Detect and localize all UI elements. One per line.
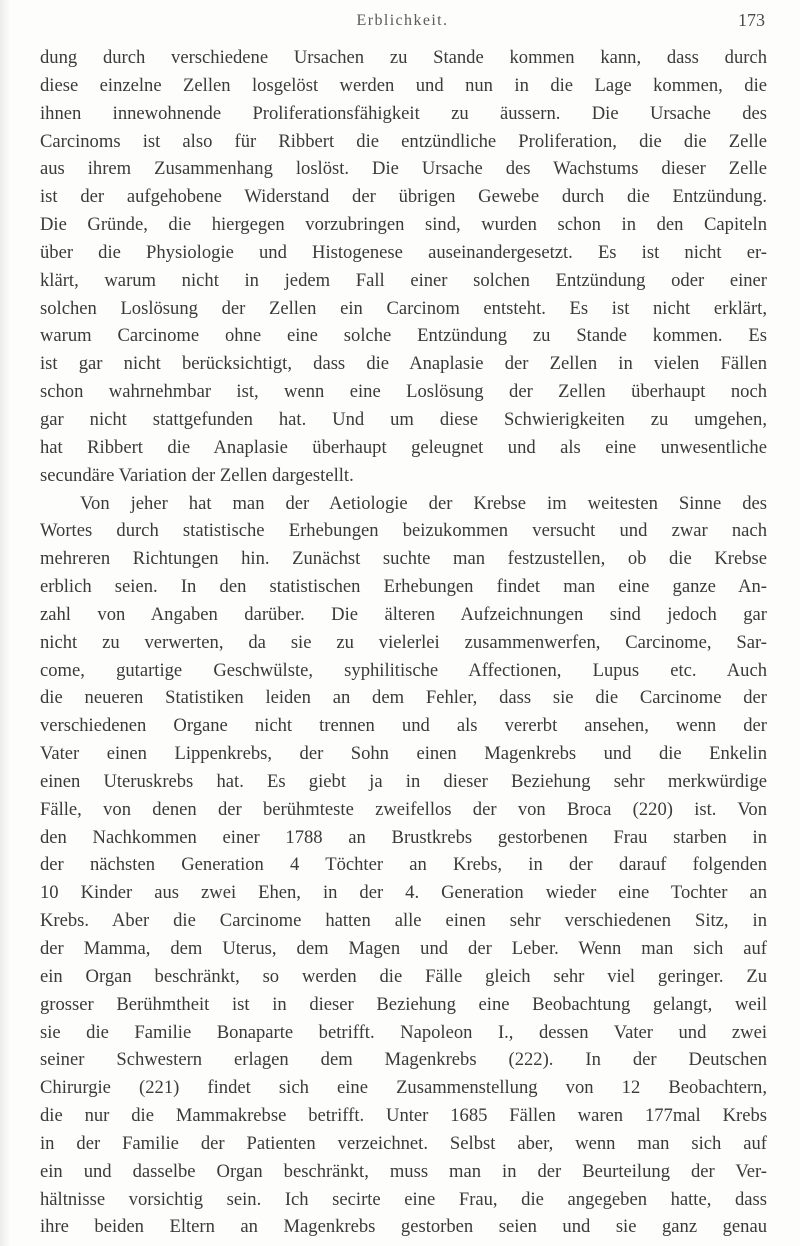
text-line: Fälle, von denen der berühmteste zweifellos der von Broca (220) ist. Von (40, 798, 767, 820)
text-line: der Mamma, dem Uterus, dem Magen und der Leber. Wenn man sich auf (40, 938, 767, 959)
text-line: diese einzelne Zellen losgelöst werden und nun in die Lage kommen, die (40, 74, 767, 96)
text-line: verschiedenen Organe nicht trennen und als vererbt ansehen, wenn der (40, 715, 767, 737)
text-line: die nur die Mammakrebse betrifft. Unter 1685 Fällen waren 177mal Krebs (40, 1105, 767, 1127)
page-header (40, 10, 765, 34)
text-line: die neueren Statistiken leiden an dem Fehler, dass sie die Carcinome der (40, 687, 767, 709)
text-line: über die Physiologie und Histogenese auseinandergesetzt. Es ist nicht er- (40, 241, 767, 263)
text-line: in der Familie der Patienten verzeichnet. Selbst aber, wenn man sich auf (40, 1132, 767, 1154)
text-line: Krebs. Aber die Carcinome hatten alle einen sehr verschiedenen Sitz, in (40, 910, 767, 932)
text-line: 10 Kinder aus zwei Ehen, in der 4. Generation wieder eine Tochter an (40, 882, 767, 904)
text-line: grosser Berühmtheit ist in dieser Beziehung eine Beobachtung gelangt, weil (40, 993, 767, 1015)
text-line: Wortes durch statistische Erhebungen beizukommen versucht und zwar nach (40, 520, 767, 542)
text-line: gar nicht stattgefunden hat. Und um diese Schwierigkeiten zu umgehen, (40, 408, 767, 430)
text-line: ihnen innewohnende Proliferationsfähigkeit zu äussern. Die Ursache des (40, 102, 767, 124)
text-line: zahl von Angaben darüber. Die älteren Aufzeichnungen sind jedoch gar (40, 603, 767, 625)
text-line: come, gutartige Geschwülste, syphilitische Affectionen, Lupus etc. Auch (40, 659, 767, 681)
text-line: warum Carcinome ohne eine solche Entzündung zu Stande kommen. Es (40, 325, 767, 347)
text-line: schon wahrnehmbar ist, wenn eine Loslösung der Zellen überhaupt noch (40, 381, 767, 403)
text-line: mehreren Richtungen hin. Zunächst suchte man festzustellen, ob die Krebse (40, 548, 767, 570)
text-line: ein Organ beschränkt, so werden die Fälle gleich sehr viel geringer. Zu (40, 965, 767, 987)
text-line: erblich seien. In den statistischen Erhebungen findet man eine ganze An- (40, 576, 767, 598)
text-line: hat Ribbert die Anaplasie überhaupt geleugnet und als eine unwesentliche (40, 436, 767, 458)
body-text (40, 44, 767, 1241)
text-line: Von jeher hat man der Aetiologie der Krebse im weitesten Sinne des (80, 492, 767, 514)
text-line: einen Uteruskrebs hat. Es giebt ja in dieser Beziehung sehr merkwürdige (40, 770, 767, 792)
text-line: der nächsten Generation 4 Töchter an Krebs, in der darauf folgenden (40, 854, 767, 876)
text-line: ihre beiden Eltern an Magenkrebs gestorben seien und sie ganz genau (40, 1216, 767, 1238)
text-line: aus ihrem Zusammenhang loslöst. Die Ursache des Wachstums dieser Zelle (40, 158, 767, 180)
text-line: Chirurgie (221) findet sich eine Zusammenstellung von 12 Beobachtern, (40, 1077, 767, 1099)
text-line: seiner Schwestern erlagen dem Magenkrebs (222). In der Deutschen (40, 1049, 767, 1071)
text-line: klärt, warum nicht in jedem Fall einer solchen Entzündung oder einer (40, 269, 767, 291)
text-line: den Nachkommen einer 1788 an Brustkrebs gestorbenen Frau starben in (40, 826, 767, 848)
text-line: sie die Familie Bonaparte betrifft. Napoleon I., dessen Vater und zwei (40, 1021, 767, 1043)
page-number: 173 (738, 10, 765, 30)
text-line: ist gar nicht berücksichtigt, dass die Anaplasie der Zellen in vielen Fällen (40, 353, 767, 375)
text-line: Carcinoms ist also für Ribbert die entzündliche Proliferation, die die Zelle (40, 130, 767, 152)
running-head: Erblichkeit. (356, 12, 449, 29)
text-line: Vater einen Lippenkrebs, der Sohn einen Magenkrebs und die Enkelin (40, 743, 767, 765)
text-line: secundäre Variation der Zellen dargestellt. (40, 464, 354, 486)
text-line: Die Gründe, die hiergegen vorzubringen sind, wurden schon in den Capiteln (40, 214, 767, 236)
text-line: ist der aufgehobene Widerstand der übrigen Gewebe durch die Entzündung. (40, 186, 767, 208)
text-line: ein und dasselbe Organ beschränkt, muss man in der Beurteilung der Ver- (40, 1160, 767, 1182)
page-gutter-shadow (0, 0, 10, 1246)
text-line: nicht zu verwerten, da sie zu vielerlei zusammenwerfen, Carcinome, Sar- (40, 631, 767, 653)
text-line: solchen Loslösung der Zellen ein Carcinom entsteht. Es ist nicht erklärt, (40, 297, 767, 319)
text-line: dung durch verschiedene Ursachen zu Stande kommen kann, dass durch (40, 47, 767, 68)
text-line: hältnisse vorsichtig sein. Ich secirte eine Frau, die angegeben hatte, dass (40, 1188, 767, 1210)
